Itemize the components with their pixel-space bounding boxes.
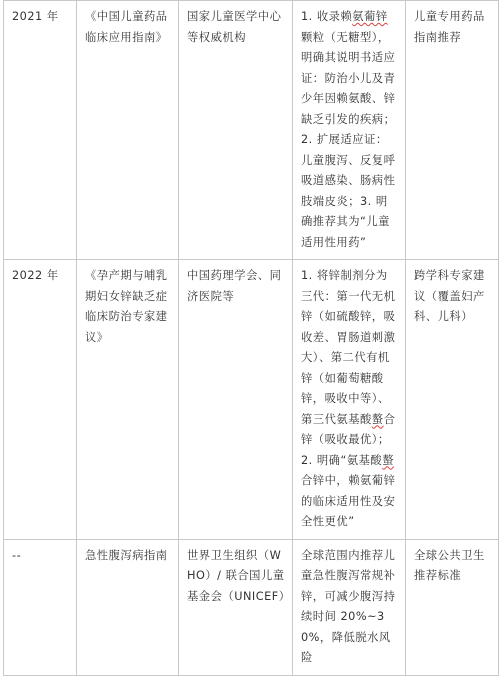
guideline-table (3, 0, 499, 676)
organization-text: 中国药理学会、同济医院等 (187, 269, 282, 303)
content-segment: 合锌（吸收最优）；2. 明确“氨基酸 (301, 412, 396, 467)
year-cell (4, 260, 77, 540)
table-row (4, 539, 499, 675)
content-text (301, 10, 395, 249)
document-cell (77, 1, 179, 260)
role-cell (406, 539, 499, 675)
year-cell (4, 539, 77, 675)
document-cell (77, 539, 179, 675)
year-text: 2021 年 (12, 10, 59, 23)
content-segment: 颗粒（无糖型），明确其说明书适应证：防治小儿及青少年因赖氨酸、锌缺乏引发的疾病；2. 扩展适应证：儿童腹泻、反复呼吸道感染、肠病性肢端皮炎；3. 明确推荐其为“儿童适用性用药” (301, 30, 396, 249)
content-segment: 1. 将锌制剂分为三代：第一代无机锌（如硫酸锌，吸收差、胃肠道刺激大）、第二代有机锌（如葡萄糖酸锌，吸收中等）、第三代氨基酸 (301, 269, 396, 426)
year-cell (4, 1, 77, 260)
document-title: 《孕产期与哺乳期妇女锌缺乏症临床防治专家建议》 (85, 269, 168, 344)
organization-cell (179, 1, 293, 260)
role-text: 跨学科专家建议（覆盖妇产科、儿科） (414, 269, 485, 323)
table-row (4, 260, 499, 540)
spellcheck-flagged-word[interactable]: 氨葡锌 (352, 10, 388, 23)
content-text (301, 269, 395, 528)
content-segment: 合锌中，赖氨葡锌的临床适用性及安全性更优” (301, 474, 396, 528)
year-text: 2022 年 (12, 269, 59, 282)
spellcheck-flagged-word[interactable]: 螯 (382, 453, 395, 467)
content-text: 全球范围内推荐儿童急性腹泻常规补锌，可减少腹泻持续时间 20%~30%，降低脱水风险 (301, 548, 396, 664)
content-segment: 1. 收录赖 (301, 10, 353, 23)
role-text: 全球公共卫生推荐标准 (414, 548, 485, 582)
document-cell (77, 260, 179, 540)
organization-cell (179, 539, 293, 675)
organization-text: 世界卫生组织（WHO）/ 联合国儿童基金会（UNICEF） (187, 548, 291, 603)
table-row (4, 1, 499, 260)
content-cell (293, 539, 406, 675)
year-text: -- (12, 548, 22, 562)
organization-text: 国家儿童医学中心等权威机构 (187, 10, 282, 44)
spellcheck-flagged-word[interactable]: 螯 (371, 412, 384, 426)
role-cell (406, 260, 499, 540)
content-cell (293, 1, 406, 260)
role-text: 儿童专用药品指南推荐 (414, 10, 485, 44)
document-title: 《中国儿童药品临床应用指南》 (85, 10, 168, 44)
document-title: 急性腹泻病指南 (85, 548, 168, 562)
content-cell (293, 260, 406, 540)
organization-cell (179, 260, 293, 540)
role-cell (406, 1, 499, 260)
